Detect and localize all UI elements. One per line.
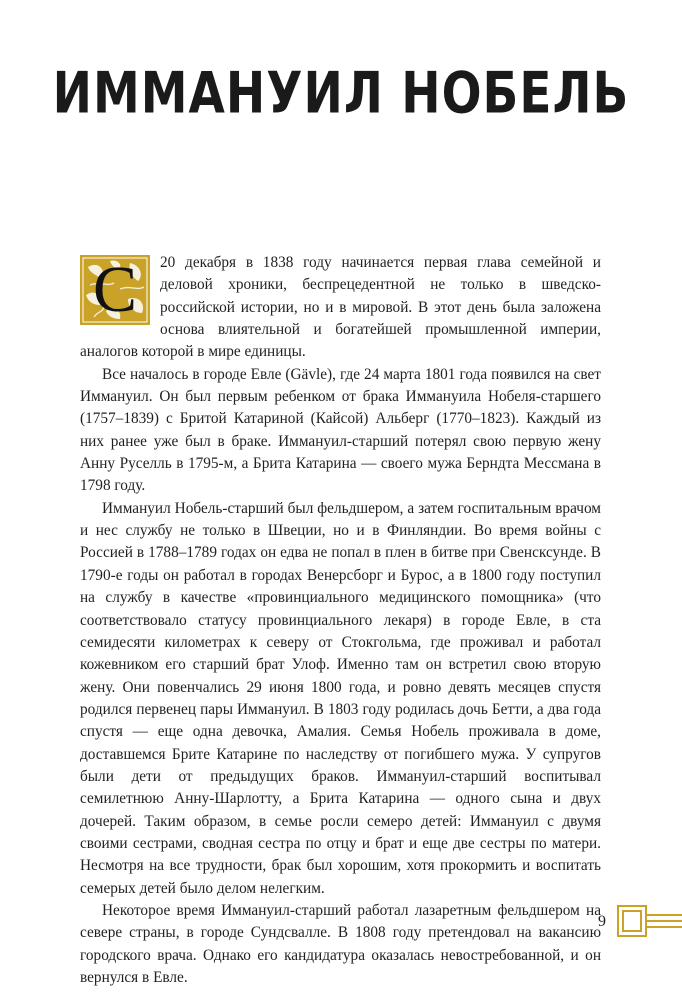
- paragraph-3: Иммануил Нобель-старший был фельдшером, а затем госпитальным врачом и нес службу не только в Швеции, но и в Финляндии. Во время войны с Россией в 1788–1789 годах он едва не попал в плен в битве при Свенсксунде. В 1790-е годы он работал в городах Венерсборг и Бурос, а в 1800 году поступил на службу в качестве «провинциального медицинского помощника» (что соответствовало статусу провинциального лекаря) в городе Евле, в ста семидесяти километрах к северу от Стокгольма, где проживал и работал кожевником его старший брат Улоф. Именно там он встретил свою вторую жену. Они повенчались 29 июня 1800 года, и ровно девять месяцев спустя родился первенец пары Иммануил. В 1803 году родилась дочь Бетти, а два года спустя — еще одна девочка, Амалия. Семья Нобель проживала в доме, доставшемся Брите Катарине по наследству от погибшего мужа. У супругов были дети от предыдущих браков. Иммануил-старший воспитывал семилетнюю Анну-Шарлотту, а Брита Катарина — одного сына и двух дочерей. Таким образом, в семье росли семеро детей: Иммануил с двумя своими сестрами, сводная сестра по отцу и брат и еще две сестры по матери. Несмотря на все трудности, брак был хорошим, хотя прокормить и воспитать семерых детей было делом нелегким.: [80, 499, 601, 897]
- paragraph-1: 20 декабря в 1838 году начинается первая глава семейной и деловой хроники, беспрецедентной не только в шведско-российской истории, но и в мировой. В этот день была заложена основа влиятельной и богатейшей промышленной империи, аналогов которой в мире единицы.: [80, 254, 601, 361]
- drop-cap-letter: С: [92, 253, 138, 326]
- chapter-title: ИММАНУИЛ НОБЕЛЬ: [52, 59, 630, 128]
- page-number: 9: [598, 913, 606, 930]
- body-text: [80, 252, 601, 989]
- drop-cap: [80, 255, 150, 325]
- paragraph-4: Некоторое время Иммануил-старший работал лазаретным фельдшером на севере страны, в городе Сундсвалле. В 1808 году претендовал на вакансию городского врача. Однако его кандидатура оказалась невостребованной, и он вернулся в Евле.: [80, 901, 601, 986]
- paragraph-2: Все началось в городе Евле (Gävle), где 24 марта 1801 года появился на свет Иммануил. Он был первым ребенком от брака Иммануила Нобеля-старшего (1757–1839) с Бритой Катариной (Кайсой) Альберг (1770–1823). Каждый из них ранее уже был в браке. Иммануил-старший потерял свою первую жену Анну Руселль в 1795-м, а Брита Катарина — своего мужа Берндта Мессмана в 1798 году.: [80, 365, 601, 495]
- page-ornament-icon: [617, 905, 682, 937]
